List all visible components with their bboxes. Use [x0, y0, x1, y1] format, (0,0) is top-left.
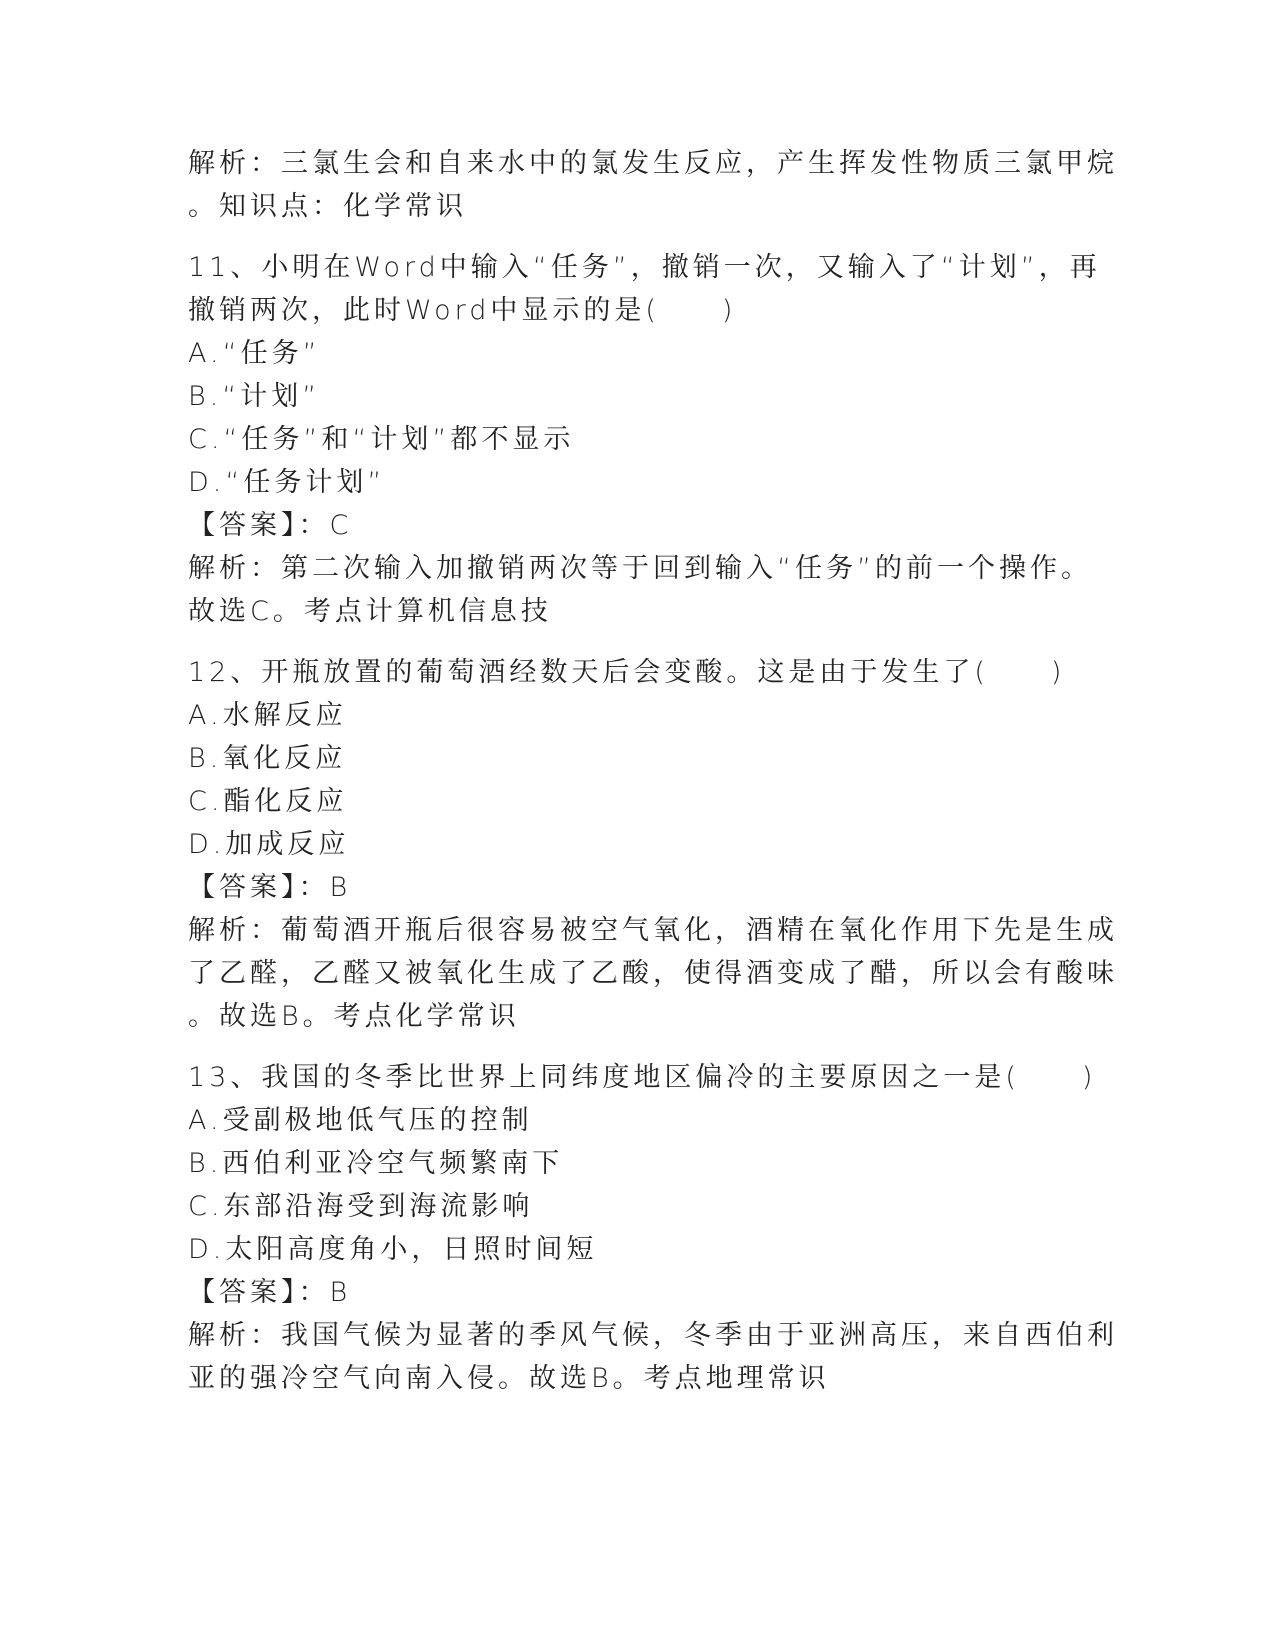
question-stem: 13、我国的冬季比世界上同纬度地区偏冷的主要原因之一是( )	[188, 1062, 1097, 1093]
option-b: B.“计划”	[188, 381, 321, 412]
question-12	[188, 651, 1118, 1038]
option-b: B.氧化反应	[188, 743, 347, 774]
analysis-text: 故选C。考点计算机信息技	[188, 596, 552, 627]
option-c: C.酯化反应	[188, 786, 348, 817]
answer: 【答案】：B	[188, 1277, 352, 1308]
option-d: D.加成反应	[188, 829, 350, 860]
spacer	[188, 228, 1088, 246]
analysis-text: 亚的强冷空气向南入侵。故选B。考点地理常识	[188, 1363, 830, 1394]
spacer	[188, 633, 1088, 651]
document-body	[188, 142, 1118, 1400]
option-a: A.水解反应	[188, 700, 347, 731]
option-c: C.东部沿海受到海流影响	[188, 1191, 534, 1222]
answer: 【答案】：B	[188, 872, 352, 903]
question-13	[188, 1056, 1118, 1400]
analysis-text: 。故选B。考点化学常识	[188, 1001, 520, 1032]
question-stem: 11、小明在Word中输入“任务”，撤销一次，又输入了“计划”，再	[188, 252, 1101, 283]
answer: 【答案】：C	[188, 510, 353, 541]
analysis-text: 解析：第二次输入加撤销两次等于回到输入“任务”的前一个操作。	[188, 553, 1092, 584]
option-d: D.“任务计划”	[188, 467, 386, 498]
analysis-text: 解析：三氯生会和自来水中的氯发生反应，产生挥发性物质三氯甲烷	[188, 148, 1118, 179]
question-11	[188, 246, 1101, 633]
option-d: D.太阳高度角小，日照时间短	[188, 1234, 598, 1265]
option-b: B.西伯利亚冷空气频繁南下	[188, 1148, 564, 1179]
question-stem: 12、开瓶放置的葡萄酒经数天后会变酸。这是由于发生了( )	[188, 657, 1066, 688]
analysis-text: 。知识点：化学常识	[188, 191, 467, 222]
question-stem: 撤销两次，此时Word中显示的是( )	[188, 295, 737, 326]
analysis-text: 解析：我国气候为显著的季风气候，冬季由于亚洲高压，来自西伯利	[188, 1320, 1118, 1351]
analysis-text: 了乙醛，乙醛又被氧化生成了乙酸，使得酒变成了醋，所以会有酸味	[188, 958, 1118, 989]
option-a: A.受副极地低气压的控制	[188, 1105, 533, 1136]
spacer	[188, 1038, 1088, 1056]
previous-question-analysis	[188, 142, 1118, 228]
analysis-text: 解析：葡萄酒开瓶后很容易被空气氧化，酒精在氧化作用下先是生成	[188, 915, 1118, 946]
option-a: A.“任务”	[188, 338, 321, 369]
option-c: C.“任务”和“计划”都不显示	[188, 424, 575, 455]
